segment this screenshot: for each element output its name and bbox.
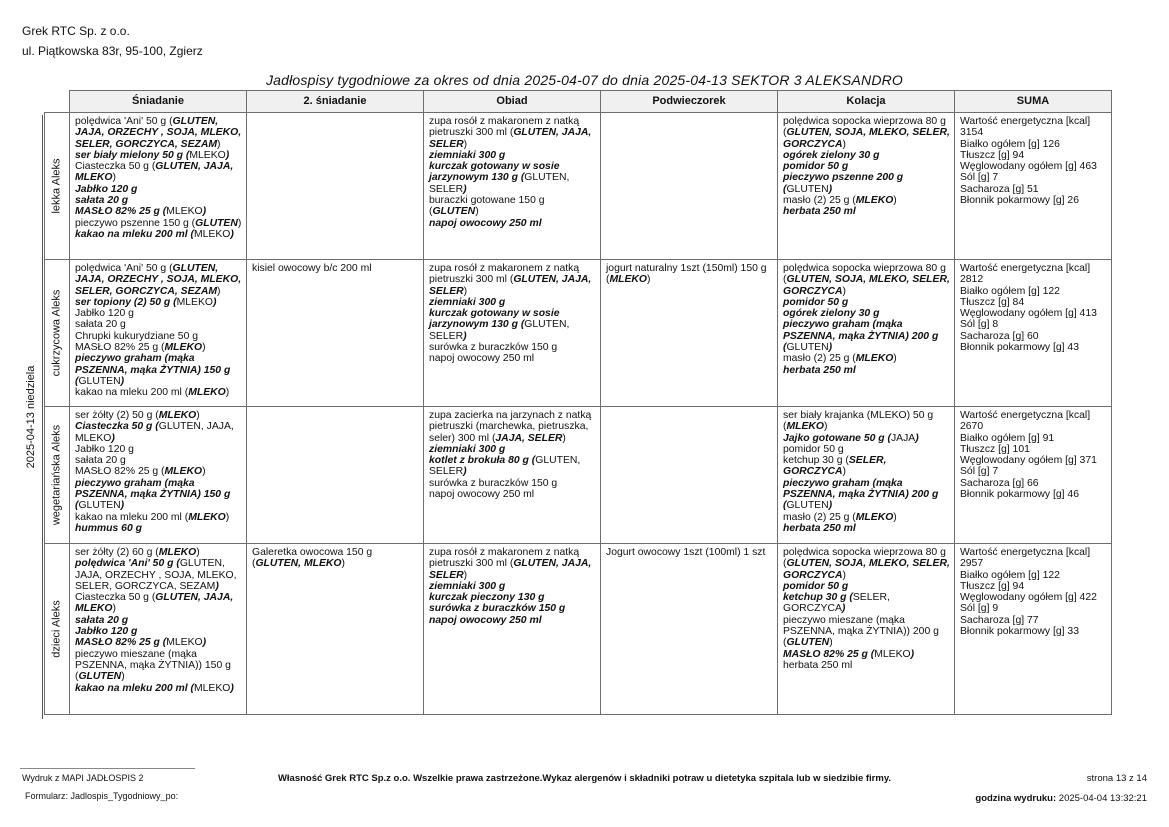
meal-text: kakao na mleku 200 ml ( — [75, 511, 189, 523]
diet-label-cell — [45, 113, 70, 260]
meal-text: kisiel owocowy b/c 200 ml — [252, 263, 372, 274]
column-header-total: SUMA — [955, 91, 1112, 113]
company-address: ul. Piątkowska 83r, 95-100, Zgierz — [22, 44, 203, 58]
allergen-list: ) — [120, 500, 125, 512]
allergen-list: MLEKO — [188, 511, 226, 523]
allergen-list: polędwica 'Ani' 50 g ( — [75, 558, 180, 570]
column-header-dinner: Kolacja — [778, 91, 955, 113]
allergen-list: herbata 250 ml — [783, 522, 856, 534]
allergen-list: MLEKO — [164, 466, 203, 478]
allergen-list: pomidor 50 g ogórek zielony 30 g pieczywo graham (mąka PSZENNA, mąka ŻYTNIA) 200 g ( — [783, 296, 939, 354]
allergen-list: MLEKO — [855, 511, 894, 523]
allergen-list: ser topiony (2) 50 g ( — [75, 296, 177, 308]
meal-text: ) — [341, 558, 345, 570]
allergen-list: GLUTEN, SOJA, MLEKO, SELER, GORCZYCA — [783, 274, 950, 297]
allergen-list: napoj owocowy 250 ml — [429, 217, 542, 229]
meal-text: ) — [475, 206, 479, 218]
meal-text: ) — [842, 569, 846, 581]
meal-text: MLEKO — [193, 228, 231, 240]
meal-text: ser żółty (2) 50 g ( — [75, 410, 159, 421]
column-header-lunch: Obiad — [424, 91, 601, 113]
company-name: Grek RTC Sp. z o.o. — [22, 24, 130, 38]
allergen-list: kakao na mleku 200 ml ( — [75, 228, 194, 240]
allergen-list: MLEKO — [158, 547, 197, 558]
meal-text: MLEKO — [193, 682, 231, 694]
allergen-list: ) — [828, 183, 833, 195]
meal-text: buraczki gotowane 150 g ( — [429, 195, 545, 218]
meal-text: pomidor 50 g ketchup 30 g ( — [783, 443, 849, 467]
meal-text: ) — [202, 466, 206, 478]
allergen-list: GLUTEN, JAJA, MLEKO — [75, 161, 234, 184]
meal-text: ) — [842, 466, 846, 478]
meal-cell-dinner — [778, 113, 955, 260]
allergen-list: ) — [215, 580, 219, 592]
meal-text: surówka z buraczków 150 g napoj owocowy 250 ml — [429, 342, 558, 365]
allergen-list: ) — [230, 682, 234, 694]
meal-text: MLEKO — [166, 206, 203, 218]
meal-text: ) — [562, 432, 566, 444]
table-row — [45, 544, 1112, 715]
meal-cell-lunch — [424, 407, 601, 544]
table-row — [45, 407, 1112, 544]
meal-text: ) — [893, 353, 897, 365]
meal-cell-breakfast — [70, 544, 247, 715]
meal-text: ) — [463, 138, 468, 150]
form-name: Formularz: Jadlospis_Tygodniowy_po: — [25, 791, 179, 801]
meal-cell-lunch — [424, 113, 601, 260]
column-header-breakfast: Śniadanie — [70, 91, 247, 113]
allergen-list: herbata 250 ml — [783, 364, 856, 376]
meal-cell-snack — [601, 407, 778, 544]
meal-text: Wartość energetyczna [kcal] 2670 Białko ogółem [g] 91 Tłuszcz [g] 101 Węglowodany ogółem [g] 371 Sól [g] 7 Sacharoza [g] 66 Błonnik pokarmowy [g] 46 — [960, 410, 1097, 501]
meal-text: Jabłko 120 g sałata 20 g Chrupki kukurydziane 50 g MASŁO 82% 25 g ( — [75, 308, 199, 354]
allergen-list: ziemniaki 300 g kurczak gotowany w sosie jarzynowym 130 g ( — [429, 296, 560, 331]
meal-text: polędwica sopocka wieprzowa 80 g ( — [783, 116, 946, 139]
meal-text: zupa rosół z makaronem z natką pietruszki 300 ml ( — [429, 116, 580, 139]
allergen-list: ) — [202, 206, 207, 218]
day-label-rail — [20, 115, 43, 719]
meal-cell-second-breakfast — [247, 113, 424, 260]
allergen-list: ogórek zielony 30 g pomidor 50 g pieczywo pszenne 200 g ( — [783, 149, 904, 195]
meal-cell-second-breakfast — [247, 260, 424, 407]
allergen-list: ser biały mielony 50 g ( — [75, 149, 190, 161]
meal-text: ser biały krajanka (MLEKO) 50 g ( — [783, 410, 934, 433]
meal-text: ) — [842, 138, 846, 150]
meal-text: ) — [196, 410, 200, 421]
meal-text: ) — [842, 285, 846, 297]
meal-text: MLEKO — [176, 296, 214, 308]
meal-text: ) — [217, 285, 221, 297]
allergen-list: GLUTEN, JAJA, ORZECHY , SOJA, MLEKO, SELER, GORCZYCA, SEZAM — [75, 116, 242, 150]
diet-label-cell — [45, 544, 70, 715]
diet-label: dzieci Aleks — [50, 600, 63, 658]
header-corner — [45, 91, 70, 113]
meal-text: GLUTEN — [78, 500, 121, 512]
table-row — [45, 113, 1112, 260]
allergen-list: pomidor 50 g ketchup 30 g ( — [783, 580, 853, 604]
allergen-list: ) — [202, 637, 207, 649]
allergen-list: ) — [230, 228, 234, 240]
meal-text: ) — [647, 274, 651, 286]
meal-text: ) — [893, 195, 897, 207]
meal-cell-total — [955, 113, 1112, 260]
meal-text: ser żółty (2) 60 g ( — [75, 547, 159, 558]
allergen-list: GLUTEN, JAJA, SELER — [429, 274, 592, 297]
allergen-list: pieczywo graham (mąka PSZENNA, mąka ŻYTNIA) 200 g ( — [783, 477, 939, 512]
allergen-list: GLUTEN, MLEKO — [255, 558, 342, 570]
allergen-list: ziemniaki 300 g kotlet z brokuła 80 g ( — [429, 443, 536, 467]
allergen-list: GLUTEN, JAJA, MLEKO — [75, 592, 234, 615]
allergen-list: MLEKO — [855, 195, 894, 207]
meal-text: Ciasteczka 50 g ( — [75, 592, 156, 604]
allergen-list: Jajko gotowane 50 g ( — [783, 432, 891, 444]
meal-text: GLUTEN, JAJA, ORZECHY , SOJA, MLEKO, SELER, GORCZYCA, SEZAM — [75, 558, 237, 592]
meal-text: MLEKO — [166, 637, 203, 649]
meal-text: pieczywo mieszane (mąka PSZENNA, mąka ŻYTNIA)) 200 g ( — [783, 614, 939, 649]
allergen-list: MASŁO 82% 25 g ( — [783, 648, 875, 660]
diet-label-cell — [45, 260, 70, 407]
allergen-list: ) — [828, 342, 833, 354]
meal-cell-second-breakfast — [247, 407, 424, 544]
allergen-list: ) — [463, 466, 467, 478]
meal-text: herbata 250 ml — [783, 659, 853, 671]
meal-text: ) — [202, 342, 206, 354]
allergen-list: ) — [120, 375, 125, 387]
allergen-list: MLEKO — [164, 342, 203, 354]
print-time-value: 2025-04-04 13:32:21 — [1058, 793, 1147, 804]
meal-text: masło (2) 25 g ( — [783, 195, 856, 207]
meal-text: masło (2) 25 g ( — [783, 511, 856, 523]
meal-text: MLEKO — [874, 648, 911, 660]
meal-cell-dinner — [778, 260, 955, 407]
allergen-list: ) — [915, 432, 919, 444]
meal-text: zupa rosół z makaronem z natką pietruszki 300 ml ( — [429, 547, 580, 570]
meal-text: GLUTEN — [786, 183, 829, 195]
table-header-row — [45, 91, 1112, 113]
meal-text: ) — [196, 547, 200, 558]
print-time — [975, 793, 1147, 804]
meal-text: zupa rosół z makaronem z natką pietruszki 300 ml ( — [429, 263, 580, 286]
allergen-list: GLUTEN, SOJA, MLEKO, SELER, GORCZYCA — [783, 127, 950, 150]
meal-cell-dinner — [778, 544, 955, 715]
meal-cell-snack — [601, 113, 778, 260]
meal-text: GLUTEN, SELER — [429, 172, 570, 195]
meal-cell-dinner — [778, 407, 955, 544]
page-info: strona 13 z 14 — [1086, 773, 1147, 784]
allergen-list: hummus 60 g — [75, 522, 142, 534]
table-row — [45, 260, 1112, 407]
allergen-list: sałata 20 g Jabłko 120 g MASŁO 82% 25 g ( — [75, 614, 167, 649]
meal-text: ) — [829, 637, 833, 649]
weekly-menu-table — [44, 90, 1112, 715]
meal-text: Galeretka owocowa 150 g ( — [252, 547, 373, 570]
diet-label: lekka Aleks — [50, 158, 63, 214]
meal-text: Wartość energetyczna [kcal] 2957 Białko ogółem [g] 122 Tłuszcz [g] 94 Węglowodany ogółem [g] 422 Sól [g] 9 Sacharoza [g] 77 Błonnik pokarmowy [g] 33 — [960, 547, 1097, 638]
meal-text: pieczywo mieszane (mąka PSZENNA, mąka ŻYTNIA)) 150 g ( — [75, 648, 231, 683]
meal-cell-total — [955, 407, 1112, 544]
meal-cell-total — [955, 544, 1112, 715]
meal-cell-snack — [601, 260, 778, 407]
meal-cell-second-breakfast — [247, 544, 424, 715]
document-title: Jadłospisy tygodniowe za okres od dnia 2025-04-07 do dnia 2025-04-13 SEKTOR 3 ALEKSANDRO — [265, 72, 904, 88]
allergen-list: MLEKO — [609, 274, 647, 286]
meal-text: GLUTEN, JAJA, MLEKO — [75, 421, 234, 444]
meal-text: polędwica sopocka wieprzowa 80 g ( — [783, 547, 946, 570]
allergen-list: MLEKO — [188, 387, 226, 399]
allergen-list: ) — [111, 432, 115, 444]
meal-text: SELER, GORCZYCA — [783, 592, 890, 615]
allergen-list: ziemniaki 300 g kurczak pieczony 130 g surówka z buraczków 150 g napoj owocowy 250 ml — [429, 580, 566, 626]
allergen-list: GLUTEN, SOJA, MLEKO, SELER, GORCZYCA — [783, 558, 950, 581]
meal-cell-lunch — [424, 544, 601, 715]
meal-cell-breakfast — [70, 113, 247, 260]
meal-text: surówka z buraczków 150 g napoj owocowy 250 ml — [429, 477, 558, 501]
meal-text: GLUTEN — [786, 342, 829, 354]
meal-text: ) — [824, 421, 828, 433]
allergen-list: ) — [828, 500, 833, 512]
allergen-list: ) — [463, 330, 467, 342]
meal-text: Ciasteczka 50 g ( — [75, 161, 156, 173]
diet-label: cukrzycowa Aleks — [50, 289, 63, 377]
meal-text: kakao na mleku 200 ml ( — [75, 387, 189, 399]
meal-text: Jogurt owocowy 1szt (100ml) 1 szt — [606, 547, 766, 558]
meal-text: ) — [217, 138, 221, 150]
allergen-list: ) — [910, 648, 915, 660]
meal-text: Jabłko 120 g sałata 20 g MASŁO 82% 25 g ( — [75, 443, 165, 478]
meal-text: ) — [121, 671, 125, 683]
allergen-list: GLUTEN, JAJA, SELER — [429, 127, 592, 150]
meal-text: polędwica 'Ani' 50 g ( — [75, 263, 173, 274]
print-time-label: godzina wydruku: — [975, 793, 1057, 804]
allergen-list: GLUTEN, JAJA, ORZECHY , SOJA, MLEKO, SELER, GORCZYCA, SEZAM — [75, 263, 242, 297]
meal-cell-breakfast — [70, 260, 247, 407]
copyright-notice: Własność Grek RTC Sp.z o.o. Wszelkie prawa zastrzeżone.Wykaz alergenów i składniki potraw u dietetyka szpitala lub w siedzibie firmy. — [277, 773, 892, 784]
meal-text: zupa zacierka na jarzynach z natką pietruszki (marchewka, pietruszka, seler) 300 ml ( — [429, 410, 592, 444]
allergen-list: ) — [213, 296, 217, 308]
meal-text: pieczywo pszenne 150 g ( — [75, 217, 196, 229]
allergen-list: GLUTEN — [786, 637, 830, 649]
allergen-list: Ciasteczka 50 g ( — [75, 421, 159, 433]
footer-rule — [20, 768, 195, 769]
meal-text: ) — [893, 511, 897, 523]
meal-cell-snack — [601, 544, 778, 715]
meal-text: jogurt naturalny 1szt (150ml) 150 g ( — [606, 263, 767, 286]
allergen-list: pieczywo graham (mąka PSZENNA, mąka ŻYTNIA) 150 g ( — [75, 477, 231, 512]
meal-text: ) — [112, 603, 116, 615]
allergen-list: ziemniaki 300 g kurczak gotowany w sosie jarzynowym 130 g ( — [429, 149, 560, 184]
allergen-list: MLEKO — [786, 421, 824, 433]
meal-text: ) — [225, 511, 230, 523]
allergen-list: GLUTEN — [78, 671, 122, 683]
allergen-list: herbata 250 ml — [783, 206, 856, 218]
diet-label-cell — [45, 407, 70, 544]
meal-text: MLEKO — [189, 149, 226, 161]
allergen-list: GLUTEN — [195, 217, 238, 229]
allergen-list: SELER, GORCZYCA — [783, 455, 887, 478]
allergen-list: ) — [463, 183, 467, 195]
meal-cell-lunch — [424, 260, 601, 407]
allergen-list: pieczywo graham (mąka PSZENNA, mąka ŻYTNIA) 150 g ( — [75, 353, 231, 387]
meal-cell-total — [955, 260, 1112, 407]
meal-cell-breakfast — [70, 407, 247, 544]
day-label: 2025-04-13 niedziela — [25, 365, 37, 469]
meal-text: JAJA — [890, 432, 916, 444]
meal-text: Wartość energetyczna [kcal] 3154 Białko ogółem [g] 126 Tłuszcz [g] 94 Węglowodany ogółem [g] 463 Sól [g] 7 Sacharoza [g] 51 Błonnik pokarmowy [g] 26 — [960, 116, 1097, 207]
allergen-list: JAJA, SELER — [495, 432, 563, 444]
allergen-list: kakao na mleku 200 ml ( — [75, 682, 194, 694]
allergen-list: ) — [841, 603, 846, 615]
meal-text: polędwica sopocka wieprzowa 80 g ( — [783, 263, 946, 286]
column-header-snack: Podwieczorek — [601, 91, 778, 113]
meal-text: ) — [237, 217, 242, 229]
meal-text: GLUTEN, SELER — [429, 455, 581, 478]
allergen-list: MLEKO — [158, 410, 197, 421]
printout-source: Wydruk z MAPI JADŁOSPIS 2 — [22, 773, 144, 783]
meal-text: polędwica 'Ani' 50 g ( — [75, 116, 173, 127]
allergen-list: MLEKO — [855, 353, 894, 365]
meal-text: ) — [225, 387, 230, 399]
meal-text: ) — [463, 285, 468, 297]
meal-text: ) — [112, 172, 116, 184]
meal-text: masło (2) 25 g ( — [783, 353, 856, 365]
meal-text: ) — [463, 569, 468, 581]
allergen-list: GLUTEN, JAJA, SELER — [429, 558, 592, 581]
allergen-list: Jabłko 120 g sałata 20 g MASŁO 82% 25 g ( — [75, 183, 167, 218]
meal-text: GLUTEN — [786, 500, 829, 512]
column-header-second-breakfast: 2. śniadanie — [247, 91, 424, 113]
meal-text: GLUTEN, SELER — [429, 319, 570, 342]
meal-text: GLUTEN — [78, 375, 121, 387]
diet-label: wegetariańska Aleks — [50, 424, 63, 526]
meal-text: Wartość energetyczna [kcal] 2812 Białko ogółem [g] 122 Tłuszcz [g] 84 Węglowodany ogółem [g] 413 Sól [g] 8 Sacharoza [g] 60 Błonnik pokarmowy [g] 43 — [960, 263, 1097, 354]
allergen-list: GLUTEN — [432, 206, 476, 218]
allergen-list: ) — [225, 149, 230, 161]
